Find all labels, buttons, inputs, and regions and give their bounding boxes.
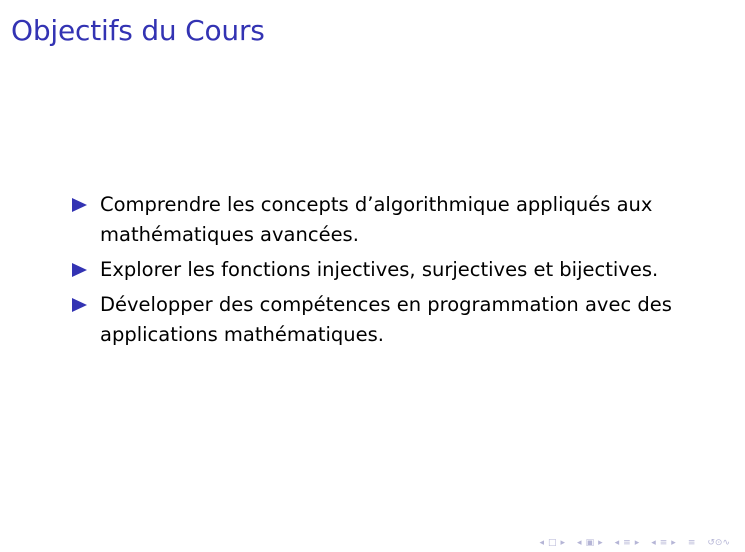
search-icon[interactable]: ↺⊙∿: [707, 538, 730, 548]
beamer-navigation-bar: [538, 536, 731, 550]
subsection-prev-icon[interactable]: ◂: [577, 538, 582, 548]
slide-content: [70, 190, 710, 355]
document-next-icon[interactable]: ▸: [671, 538, 676, 548]
document-prev-icon[interactable]: ◂: [651, 538, 656, 548]
triangle-bullet-icon: [72, 198, 87, 212]
bullet-text: Comprendre les concepts d’algorithmique appliqués aux mathématiques avancées.: [100, 193, 653, 246]
bullet-item: [70, 190, 710, 250]
frame-next-icon[interactable]: ▸: [560, 538, 566, 548]
subsection-next-icon[interactable]: ▸: [598, 538, 603, 548]
section-icon[interactable]: ≡: [623, 538, 631, 548]
alignment-icon[interactable]: ≡: [687, 538, 696, 548]
slide-title: Objectifs du Cours: [11, 14, 265, 47]
frame-icon[interactable]: □: [547, 538, 557, 548]
bullet-text: Développer des compétences en programmation avec des applications mathématiques.: [100, 293, 672, 346]
bullet-item: [70, 255, 710, 285]
triangle-bullet-icon: [72, 298, 87, 312]
subsection-icon[interactable]: ▣: [585, 538, 595, 548]
document-icon[interactable]: ≡: [659, 538, 668, 548]
bullet-item: [70, 290, 710, 350]
section-prev-icon[interactable]: ◂: [614, 538, 620, 548]
bullet-text: Explorer les fonctions injectives, surjectives et bijectives.: [100, 258, 659, 281]
section-next-icon[interactable]: ▸: [634, 538, 640, 548]
frame-prev-icon[interactable]: ◂: [539, 538, 544, 548]
bullet-list: [70, 190, 710, 350]
triangle-bullet-icon: [72, 263, 87, 277]
